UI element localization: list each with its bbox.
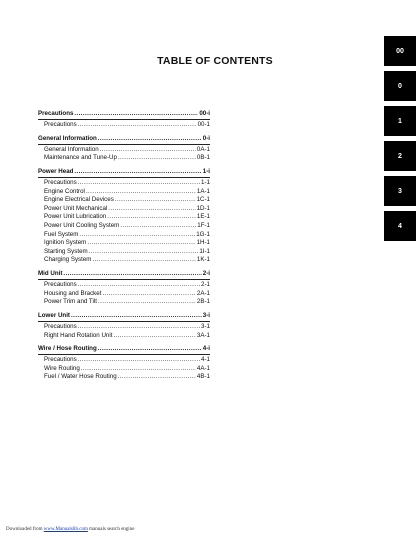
toc-entry-label: General Information (44, 145, 99, 153)
toc-entry[interactable] (38, 281, 210, 290)
toc-entry[interactable] (38, 373, 210, 382)
toc-entry-label: Precautions (44, 356, 77, 364)
toc-entry[interactable] (38, 256, 210, 265)
section-tab-2[interactable]: 2 (384, 141, 416, 171)
toc-section-power-head (38, 168, 210, 265)
download-footer (6, 527, 134, 532)
toc-entry-label: Maintenance and Tune-Up (44, 154, 117, 162)
toc-entry[interactable] (38, 298, 210, 307)
toc-leader (107, 213, 196, 222)
section-tab-00[interactable]: 00 (384, 36, 416, 66)
toc-page-number: 3-1 (201, 322, 210, 330)
toc-entry[interactable] (38, 205, 210, 214)
toc-section-precautions (38, 110, 210, 130)
toc-page-number: 1A-1 (196, 187, 210, 195)
toc-leader (92, 256, 195, 265)
toc-leader (78, 281, 200, 290)
toc-page-number: 4B-1 (196, 373, 210, 381)
toc-section-heading[interactable] (38, 270, 210, 280)
toc-entry-label: Power Trim and Tilt (44, 298, 97, 306)
page-title: TABLE OF CONTENTS (157, 55, 273, 67)
toc-heading-label: General Information (38, 134, 97, 142)
toc-page-number: 1F-1 (197, 222, 210, 230)
toc-section-mid-unit (38, 270, 210, 307)
toc-page-number: 1I-1 (199, 247, 210, 255)
toc-heading-label: Mid Unit (38, 270, 63, 277)
footer-suffix: manuals search engine (89, 527, 135, 532)
toc-page-number: 4-i (202, 345, 210, 353)
toc-page-number: 2B-1 (196, 298, 210, 306)
toc-entry[interactable] (38, 356, 210, 365)
toc-entry[interactable] (38, 332, 210, 341)
toc-section-heading[interactable] (38, 135, 210, 145)
toc-entry-label: Power Unit Lubrication (44, 213, 107, 221)
toc-page-number: 1E-1 (196, 213, 210, 221)
toc-entry-label: Fuel System (44, 230, 79, 238)
toc-leader (120, 222, 196, 231)
toc-section-heading[interactable] (38, 345, 210, 355)
section-tabs (384, 36, 416, 246)
section-tab-1[interactable]: 1 (384, 106, 416, 136)
toc-section-general-information (38, 135, 210, 163)
toc-heading-label: Power Head (38, 167, 74, 175)
toc-leader (71, 312, 202, 321)
toc-leader (115, 196, 196, 205)
toc-entry[interactable] (38, 248, 210, 257)
toc-leader (100, 146, 196, 155)
toc-entry-label: Starting System (44, 247, 88, 255)
toc-section-lower-unit (38, 312, 210, 340)
toc-entry-label: Charging System (44, 256, 92, 264)
toc-leader (74, 168, 201, 177)
toc-entry-label: Housing and Bracket (44, 289, 102, 297)
toc-section-wire-hose-routing (38, 345, 210, 382)
toc-entry[interactable] (38, 239, 210, 248)
toc-leader (63, 270, 201, 279)
toc-entry[interactable] (38, 146, 210, 155)
toc-entry-label: Precautions (44, 322, 77, 330)
toc-page-number: 1K-1 (196, 256, 210, 264)
toc-entry[interactable] (38, 365, 210, 374)
toc-entry-label: Power Unit Cooling System (44, 222, 120, 230)
toc-entry-label: Precautions (44, 121, 77, 129)
toc-page-number: 0-i (202, 134, 210, 142)
toc-entry-label: Ignition System (44, 239, 87, 247)
toc-page-number: 00-i (199, 110, 210, 117)
toc-leader (102, 290, 195, 299)
toc-page-number: 2-1 (201, 281, 210, 289)
toc-page-number: 2A-1 (196, 289, 210, 297)
toc-leader (78, 323, 200, 332)
toc-entry[interactable] (38, 222, 210, 231)
toc-leader (98, 345, 202, 354)
toc-entry-label: Precautions (44, 179, 77, 187)
toc-leader (98, 298, 196, 307)
toc-entry-label: Right Hand Rotation Unit (44, 331, 113, 339)
toc-entry-label: Precautions (44, 281, 77, 289)
toc-page-number: 0B-1 (196, 154, 210, 162)
toc-page-number: 4-1 (201, 356, 210, 364)
toc-entry[interactable] (38, 213, 210, 222)
section-tab-0[interactable]: 0 (384, 71, 416, 101)
toc-entry[interactable] (38, 323, 210, 332)
toc-page-number: 1D-1 (196, 204, 210, 212)
toc-leader (86, 188, 196, 197)
toc-leader (108, 205, 195, 214)
toc-leader (79, 231, 195, 240)
toc-entry-label: Engine Electrical Devices (44, 196, 114, 204)
toc-entry[interactable] (38, 188, 210, 197)
toc-heading-label: Precautions (38, 110, 74, 117)
toc-leader (74, 110, 198, 119)
toc-leader (78, 356, 200, 365)
toc-leader (118, 154, 196, 163)
footer-link[interactable]: www.Manualslib.com (43, 527, 88, 532)
toc-heading-label: Wire / Hose Routing (38, 345, 97, 353)
toc-leader (87, 239, 195, 248)
toc-leader (89, 248, 199, 257)
toc-heading-label: Lower Unit (38, 311, 70, 319)
toc-section-heading[interactable] (38, 168, 210, 178)
toc-page-number: 3-i (202, 311, 210, 319)
toc-entry-label: Power Unit Mechanical (44, 204, 108, 212)
toc-page-number: 1C-1 (196, 196, 210, 204)
toc-page-number: 0A-1 (196, 145, 210, 153)
footer-prefix: Downloaded from (6, 527, 43, 532)
toc-leader (118, 373, 196, 382)
toc-entry[interactable] (38, 290, 210, 299)
toc-entry-label: Fuel / Water Hose Routing (44, 373, 117, 381)
toc-page-number: 2-i (202, 270, 210, 277)
toc-leader (98, 135, 202, 144)
toc-leader (113, 332, 195, 341)
table-of-contents (38, 110, 210, 387)
toc-entry[interactable] (38, 179, 210, 188)
toc-entry[interactable] (38, 196, 210, 205)
toc-page-number: 1-1 (201, 179, 210, 187)
toc-entry[interactable] (38, 154, 210, 163)
toc-entry-label: Engine Control (44, 187, 85, 195)
toc-entry[interactable] (38, 121, 210, 130)
toc-leader (78, 179, 200, 188)
toc-section-heading[interactable] (38, 110, 210, 120)
section-tab-4[interactable]: 4 (384, 211, 416, 241)
toc-page-number: 1H-1 (196, 239, 210, 247)
toc-leader (81, 365, 196, 374)
toc-entry[interactable] (38, 231, 210, 240)
toc-leader (78, 121, 197, 130)
toc-section-heading[interactable] (38, 312, 210, 322)
toc-page-number: 00-1 (197, 121, 210, 129)
toc-page-number: 4A-1 (196, 364, 210, 372)
toc-entry-label: Wire Routing (44, 364, 80, 372)
section-tab-3[interactable]: 3 (384, 176, 416, 206)
toc-page-number: 1G-1 (196, 230, 210, 238)
toc-page-number: 3A-1 (196, 331, 210, 339)
toc-page-number: 1-i (202, 167, 210, 175)
